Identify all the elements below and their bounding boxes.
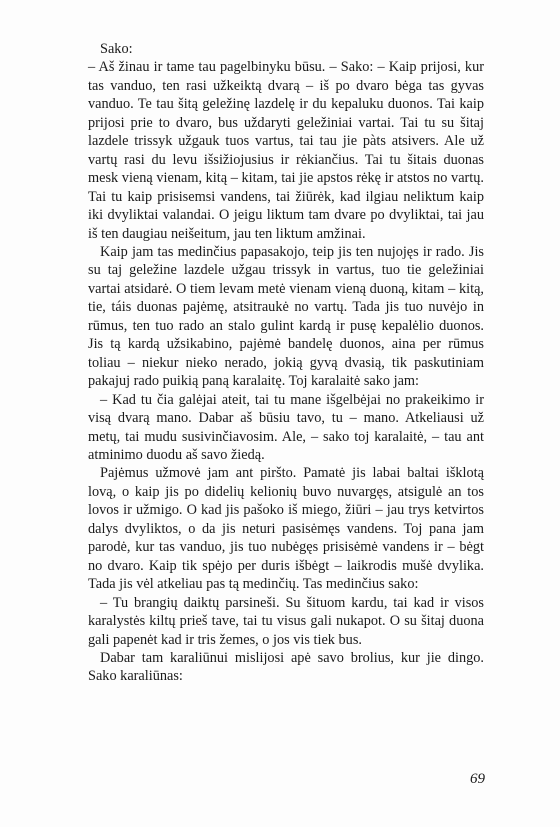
page-number: 69 [470,771,485,787]
paragraph: Sako: [100,41,133,57]
paragraph: – Tu brangių daiktų parsineši. Su šituom kardu, tai kad ir visos karalystės kiltų prieš tave, tai tu visus gali nukapot. O su šitaj duona gali papenėt kad ir tris žemes, o jos vis tiek bus. [88,594,484,648]
paragraph: Kaip jam tas medinčius papasakojo, teip jis ten nujojęs ir rado. Jis su taj geležine lazdele užgau trissyk in vartus, tuo tie geležiniai vartai atsidarė. O tiem levam metė vienam vieną duoną, kitam – kitą, tie, táis duonas pajėmę, atsitraukė no vartų. Tada jis tuo nuvėjo in rūmus, ten tuo rado an stalo gulint kardą ir pusę kepalėlio duonos. Jis tą kardą užsikabino, pajėmė bandelę duonos, aina per rūmus toliau – niekur nieko nerado, jokią gyvą dvasią, tik paskutiniam pakajuj rado puikią paną karalaitę. Toj karalaitė sako jam: [88,243,484,390]
paragraph: – Kad tu čia galėjai ateit, tai tu mane išgelbėjai no prakeikimo ir visą dvarą mano. Dabar aš būsiu tavo, tu – mano. Atkeliausi už metų, tai mudu susivinčiavosim. Ale, – sako toj karalaitė, – tau ant atminimo duodu aš savo žiedą. [88,391,484,463]
paragraph: – Aš žinau ir tame tau pagelbinyku būsu. – Sako: – Kaip prijosi, kur tas vanduo, ten rasi užkeiktą dvarą – iš po dvaro bėga tas gyvas vanduo. Te tau šitą geležinę lazdelę ir du kepaluku duonos. Tai kaip prijosi prie to dvaro, bus uždaryti geležiniai vartai. Tai tu su šitaj lazdele trissyk užgauk tuos vartus, tai tau jie pàts atsivers. Ale už vartų rasi du levu išsižiojusius ir rėkiančius. Tai tu šitais duonas mesk vieną vienam, kitą – kitam, tai jie apstos rėkę ir atstos no vartų. Tai tu kaip prisisemsi vandens, tai žiūrėk, kad ilgiau neliktum kaip iki dvyliktai valandai. O jeigu liktum tam dvare po dvyliktai, tai jau iš ten daugiau neišeitum, jau ten liktum amžinai. [88,59,484,242]
body-text [88,40,484,686]
paragraph: Dabar tam karaliūnui mislijosi apė savo brolius, kur jie dingo. Sako karaliūnas: [88,649,484,685]
paragraph: Pajėmus užmovė jam ant piršto. Pamatė jis labai baltai išklotą lovą, o kaip jis po didelių kelionių buvo nuvargęs, atsigulė an tos lovos ir užmigo. O kad jis pašoko iš miego, žiūri – jau trys ketvirtos dalys dvyliktos, o da jis neturi pasisėmęs vandens. Toj pana jam parodė, kur tas vanduo, jis tuo nubėgęs prisisėmė vandens ir – bėgt no dvaro. Kaip tik spėjo per duris išbėgt – laikrodis mušė dvylika. Tada jis vėl atkeliau pas tą medinčių. Tas medinčius sako: [88,465,484,593]
